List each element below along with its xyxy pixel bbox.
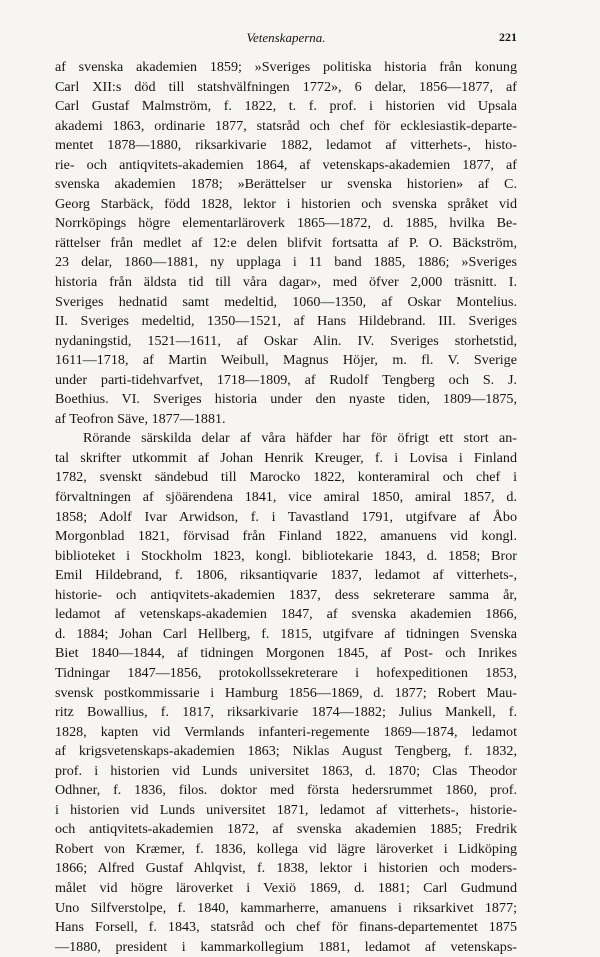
text-line: 1611—1718, af Martin Weibull, Magnus Höjer, m. fl. V. Sverige — [55, 352, 517, 369]
text-line: förvaltningen af sjöärendena 1841, vice amiral 1850, amiral 1857, d. — [55, 489, 517, 506]
text-line: Georg Starbäck, född 1828, lektor i historien och svenska språket vid — [55, 195, 517, 212]
text-line: Morgonblad 1821, förvisad från Finland 1822, amanuens vid kongl. — [55, 528, 517, 545]
text-line: Tidningar 1847—1856, protokollssekreterare i hofexpeditionen 1853, — [55, 664, 517, 681]
text-line: tal skrifter utkommit af Johan Henrik Kreuger, f. i Lovisa i Finland — [55, 449, 517, 466]
text-line: af svenska akademien 1859; »Sveriges politiska historia från konung — [55, 59, 517, 75]
text-line: ledamot af vetenskaps-akademien 1847, af svenska akademien 1866, — [55, 606, 517, 623]
text-line: af Teofron Säve, 1877—1881. — [55, 410, 226, 427]
text-line: af krigsvetenskaps-akademien 1863; Niklas August Tengberg, f. 1832, — [55, 743, 517, 760]
text-line: Biet 1840—1844, af tidningen Morgonen 1845, af Post- och Inrikes — [55, 645, 517, 662]
page-number: 221 — [499, 30, 517, 44]
running-title: Vetenskaperna. — [246, 30, 326, 45]
text-line: rie- och antiqvitets-akademien 1864, af vetenskaps-akademien 1877, af — [55, 156, 517, 173]
text-line: Uno Silfverstolpe, f. 1840, kammarherre, amanuens i riksarkivet 1877; — [55, 899, 517, 916]
text-line: Carl XII:s död till statshvälfningen 1772», 6 delar, 1856—1877, af — [55, 78, 517, 95]
text-line: historia från äldsta tid till våra dagar», med öfver 2,000 träsnitt. I. — [55, 274, 517, 291]
text-line: mentet 1878—1880, riksarkivarie 1882, ledamot af vitterhets-, histo- — [55, 137, 517, 154]
text-line: och antiqvitets-akademien 1872, af svenska akademien 1885; Fredrik — [55, 821, 517, 838]
text-line: Carl Gustaf Malmström, f. 1822, t. f. prof. i historien vid Upsala — [55, 98, 517, 115]
text-line: Rörande särskilda delar af våra häfder har för öfrigt ett stort an- — [83, 430, 517, 447]
text-line: Robert von Kræmer, f. 1836, kollega vid lägre läroverket i Lidköping — [55, 840, 517, 857]
text-line: prof. i historien vid Lunds universitet 1863, d. 1870; Clas Theodor — [55, 762, 517, 779]
text-line: 1782, svenskt sändebud till Marocko 1822, konteramiral och chef i — [55, 469, 517, 486]
text-line: 1858; Adolf Ivar Arwidson, f. i Tavastland 1791, utgifvare af Åbo — [55, 508, 517, 525]
text-line: akademi 1863, ordinarie 1877, statsråd och chef för ecklesiastik-departe- — [55, 117, 517, 134]
text-line: under parti-tidehvarfvet, 1718—1809, af Rudolf Tengberg och S. J. — [55, 371, 517, 388]
text-line: ritz Bowallius, f. 1817, riksarkivarie 1874—1882; Julius Mankell, f. — [55, 704, 517, 721]
text-line: 1828, kapten vid Vermlands infanteri-regemente 1869—1874, ledamot — [55, 723, 517, 740]
text-line: 23 delar, 1860—1881, ny upplaga i 11 band 1885, 1886; »Sveriges — [55, 254, 517, 271]
text-line: 1866; Alfred Gustaf Ahlqvist, f. 1838, lektor i historien och moders- — [55, 860, 517, 877]
text-line: Emil Hildebrand, f. 1806, riksantiqvarie 1837, ledamot af vitterhets-, — [55, 567, 517, 584]
text-line: Boethius. VI. Sveriges historia under den nyaste tiden, 1809—1875, — [55, 391, 517, 408]
text-line: Norrköpings högre elementarläroverk 1865—1872, d. 1885, hvilka Be- — [55, 215, 517, 232]
text-line: d. 1884; Johan Carl Hellberg, f. 1815, utgifvare af tidningen Svenska — [55, 625, 517, 642]
running-header — [55, 30, 517, 46]
paragraph-2 — [55, 429, 517, 957]
text-line: svensk postkommissarie i Hamburg 1856—1869, d. 1877; Robert Mau- — [55, 684, 517, 701]
text-line: rättelser från medlet af 12:e delen blifvit fortsatta af P. O. Bäckström, — [55, 234, 517, 251]
text-line: historie- och antiqvitets-akademien 1837, dess sekreterare samma år, — [55, 586, 517, 603]
text-line: Odhner, f. 1836, filos. doktor med första hedersrummet 1860, prof. — [55, 782, 517, 799]
text-line: —1880, president i kammarkollegium 1881, ledamot af vetenskaps- — [55, 938, 517, 955]
text-line: biblioteket i Stockholm 1823, kongl. bibliotekarie 1843, d. 1858; Bror — [55, 547, 517, 564]
text-line: Sveriges hednatid samt medeltid, 1060—1350, af Oskar Montelius. — [55, 293, 517, 310]
page-body — [55, 58, 517, 957]
text-line: målet vid högre läroverket i Vexiö 1869, d. 1881; Carl Gudmund — [55, 879, 517, 896]
text-line: i historien vid Lunds universitet 1871, ledamot af vitterhets-, historie- — [55, 801, 517, 818]
text-line: nydaningstid, 1521—1611, af Oskar Alin. IV. Sveriges storhetstid, — [55, 332, 517, 349]
text-line: Hans Forsell, f. 1843, statsråd och chef för finans-departementet 1875 — [55, 919, 517, 936]
text-line: II. Sveriges medeltid, 1350—1521, af Hans Hildebrand. III. Sveriges — [55, 313, 517, 330]
text-line: svenska akademien 1878; »Berättelser ur svenska historien» af C. — [55, 176, 517, 193]
paragraph-1 — [55, 58, 517, 429]
